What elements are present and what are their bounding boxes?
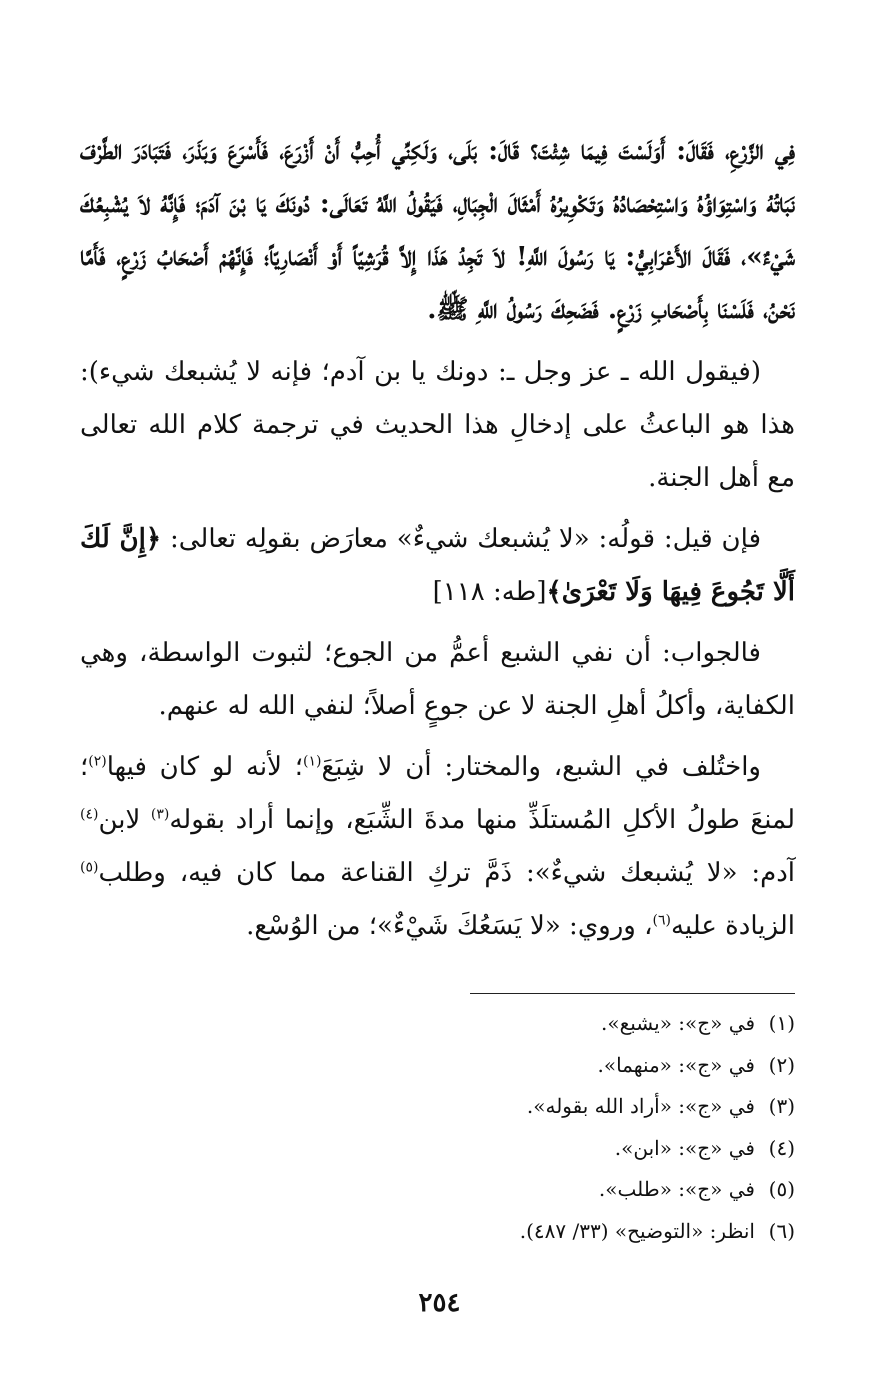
main-text [80, 124, 795, 953]
footnote-ref-2[interactable]: (٢) [88, 753, 107, 770]
footnote-ref-6[interactable]: (٦) [652, 912, 671, 929]
footnote-3 [100, 1086, 795, 1128]
footnote-text: في «ج»: «ابن». [614, 1135, 755, 1160]
commentary-paragraph-2 [80, 513, 795, 619]
footnote-ref-3[interactable]: (٣) [150, 806, 170, 823]
footnotes-list [100, 1003, 795, 1252]
paragraph-segment: آدم: «لا يُشبعك شيءٌ»: ذَمَّ تركِ القناعة مما كان فيه، وطلب [98, 858, 795, 888]
footnote-text: في «ج»: «طلب». [598, 1177, 755, 1201]
paragraph-segment: ؛ لأنه لو كان فيها [106, 752, 303, 782]
quran-verse: ﴿إِنَّ لَكَ أَلَّا تَجُوعَ فِيهَا وَلَا تَعْرَىٰ﴾ [80, 524, 795, 607]
commentary-paragraph-3: فالجواب: أن نفي الشبع أعمُّ من الجوع؛ لثبوت الواسطة، وهي الكفاية، وأكلُ أهلِ الجنة لا عن جوعٍ أصلاً؛ لنفي الله له عنهم. [80, 638, 795, 721]
page-number: ٢٥٤ [418, 1288, 461, 1318]
footnote-2 [100, 1045, 795, 1087]
footnote-number: (١) [768, 1011, 795, 1035]
objection-text: فإن قيل: قولُه: «لا يُشبعك شيءٌ» معارَض بقولِه تعالى: [161, 524, 761, 554]
hadith-paragraph: فِي الزَّرْعِ، فَقَالَ: أَوَلَسْتَ فِيمَا شِئْتَ؟ قَالَ: بَلَى، وَلَكِنِّي أُحِبُّ أَنْ أَزْرَعَ، فَأَسْرَعَ وَبَذَرَ، فَتَبَادَرَ الطَّرْفَ نَبَاتُهُ وَاسْتِوَاؤُهُ وَاسْتِحْصَادُهُ وَتَكْوِيرُهُ أَمْثَالَ الْجِبَالِ، فَيَقُولُ اللَّهُ تَعَالَى: دُونَكَ يَا بْنَ آدَمَ؛ فَإِنَّهُ لاَ يُشْبِعُكَ شَيْءٌ»، فَقَالَ الأَعْرَابِيُّ: يَا رَسُولَ اللَّهِ! لاَ تَجِدُ هَذَا إِلاَّ قُرَشِيّاً أَوْ أَنْصَارِيّاً؛ فَإِنَّهُمْ أَصْحَابُ زَرْعٍ، فَأَمَّا نَحْنُ، فَلَسْنَا بِأَصْحَابِ زَرْعٍ. فَضَحِكَ رَسُولُ اللَّهِ ﷺ. [80, 135, 795, 325]
commentary-paragraph-1: (فيقول الله ـ عز وجل ـ: دونك يا بن آدم؛ فإنه لا يُشبعك شيء): هذا هو الباعثُ على إدخالِ هذا الحديث في ترجمة كلام الله تعالى مع أهل الجنة. [80, 357, 795, 493]
footnote-text: انظر: «التوضيح» (٣٣/ ٤٨٧). [519, 1218, 755, 1243]
footnote-ref-1[interactable]: (١) [302, 753, 322, 770]
paragraph-segment: واختُلف في الشبع، والمختار: أن لا شِبَعَ [321, 752, 761, 782]
footnote-6 [100, 1211, 795, 1253]
paragraph-segment: الزيادة عليه [670, 911, 795, 941]
paragraph-segment: ، وروي: «لا يَسَعُكَ شَيْءٌ»؛ من الوُسْع. [246, 911, 653, 941]
footnote-number: (٣) [768, 1094, 795, 1118]
footnote-text: في «ج»: «يشبع». [601, 1011, 755, 1035]
footnote-number: (٥) [768, 1177, 795, 1201]
paragraph-segment: ؛ لمنعَ طولُ الأكلِ المُستلَذِّ منها مدةَ الشِّبَع، وإنما أراد بقوله [80, 752, 795, 835]
footnote-divider [470, 993, 795, 994]
commentary-paragraph-4 [80, 741, 795, 953]
footnote-number: (٦) [768, 1218, 795, 1243]
footnote-4 [100, 1128, 795, 1170]
footnote-5 [100, 1169, 795, 1211]
footnote-ref-5[interactable]: (٥) [80, 859, 99, 876]
paragraph-segment: لابن [98, 805, 151, 835]
footnote-number: (٢) [768, 1052, 795, 1077]
footnote-1 [100, 1003, 795, 1045]
footnote-text: في «ج»: «منهما». [597, 1052, 755, 1077]
footnote-text: في «ج»: «أراد الله بقوله». [526, 1094, 755, 1118]
footnote-ref-4[interactable]: (٤) [80, 806, 99, 823]
footnote-number: (٤) [768, 1135, 795, 1160]
verse-reference: [طه: ١١٨] [432, 577, 547, 607]
